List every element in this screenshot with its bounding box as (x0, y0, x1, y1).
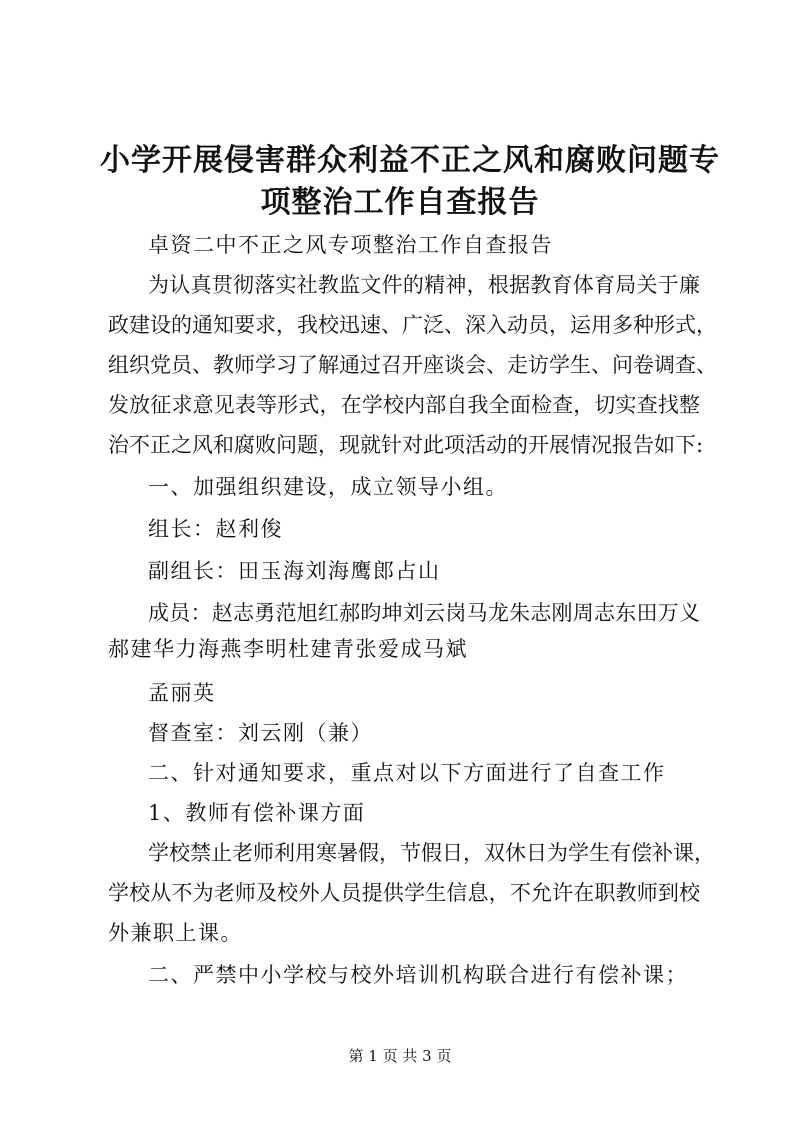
section-heading: 二、针对通知要求，重点对以下方面进行了自查工作 (148, 761, 666, 785)
paragraph-line: 学校禁止老师利用寒暑假，节假日，双休日为学生有偿补课， (148, 841, 715, 865)
title-line-1: 小学开展侵害群众利益不正之风和腐败问题专 (100, 143, 720, 178)
members-line: 成员：赵志勇范旭红郝昀坤刘云岗马龙朱志刚周志东田万义 (148, 601, 700, 625)
paragraph-line: 学校从不为老师及校外人员提供学生信息，不允许在职教师到校 (108, 881, 700, 905)
paragraph-line: 组织党员、教师学习了解通过召开座谈会、走访学生、问卷调查、 (108, 353, 717, 377)
leader-line: 组长：赵利俊 (148, 517, 283, 541)
report-subtitle: 卓资二中不正之风专项整治工作自查报告 (148, 233, 553, 257)
page-number-footer: 第 1 页 共 3 页 (348, 1047, 452, 1065)
subsection-heading: 1、教师有偿补课方面 (148, 801, 366, 825)
supervision-line: 督查室：刘云刚（兼） (148, 721, 373, 745)
paragraph-line: 外兼职上课。 (108, 921, 243, 945)
deputy-leader-line: 副组长：田玉海刘海鹰郎占山 (148, 559, 441, 583)
members-line-cont: 郝建华力海燕李明杜建青张爱成马斌 (108, 637, 468, 661)
document-title (100, 140, 720, 224)
title-line-2: 项整治工作自查报告 (260, 185, 540, 220)
paragraph-line: 治不正之风和腐败问题，现就针对此项活动的开展情况报告如下: (108, 433, 704, 457)
section-heading: 二、严禁中小学校与校外培训机构联合进行有偿补课； (148, 963, 688, 987)
paragraph-line: 为认真贯彻落实社教监文件的精神，根据教育体育局关于廉 (148, 273, 700, 297)
members-line-cont: 孟丽英 (148, 681, 216, 705)
paragraph-line: 政建设的通知要求，我校迅速、广泛、深入动员，运用多种形式， (108, 313, 717, 337)
paragraph-line: 发放征求意见表等形式，在学校内部自我全面检查，切实查找整 (108, 393, 700, 417)
section-heading: 一、加强组织建设，成立领导小组。 (148, 475, 508, 499)
